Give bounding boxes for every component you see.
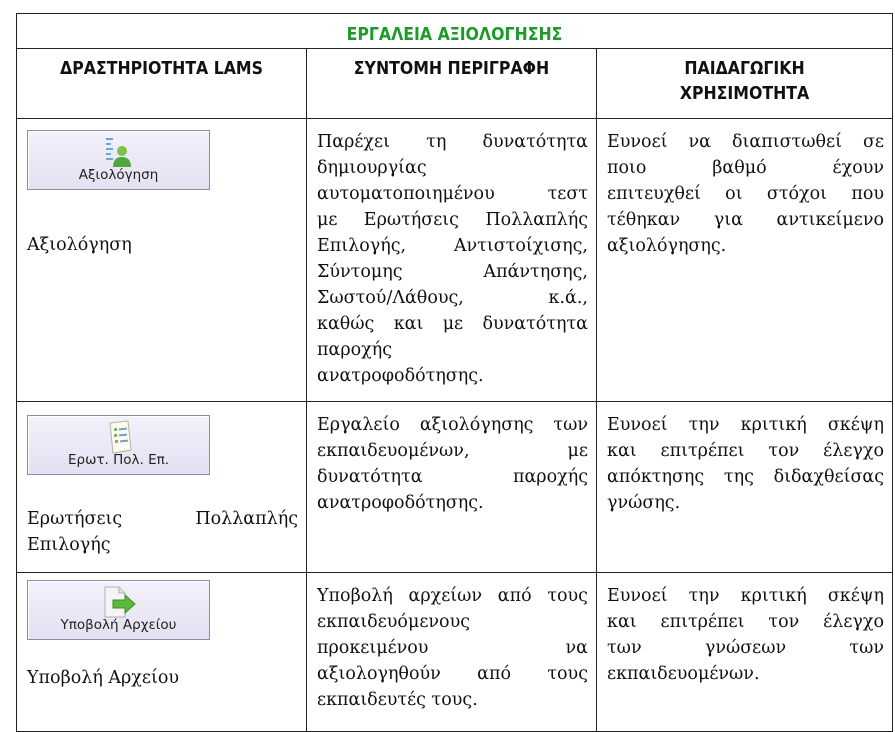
header-pedagogical-line2: ΧΡΗΣΙΜΟΤΗΤΑ <box>679 84 810 104</box>
description-line: προκειμένου να <box>317 638 588 658</box>
description-line: Σύντομης Απάντησης, <box>317 262 588 282</box>
description-line: παροχής <box>317 340 393 360</box>
assessment-tools-table <box>16 13 893 732</box>
description-line: αυτοματοποιημένου τεστ <box>317 184 588 204</box>
pedagogical-line: επιτευχθεί οι στόχοι που <box>607 184 885 204</box>
activity-name: Αξιολόγηση <box>27 235 132 255</box>
table-row <box>17 573 893 732</box>
description-line: δυνατότητα παροχής <box>317 467 588 487</box>
button-label: Ερωτ. Πολ. Επ. <box>67 452 170 468</box>
pedagogical-line: αξιολόγησης. <box>607 236 727 256</box>
activity-cell <box>17 573 307 732</box>
pedagogical-line: ποιο βαθμό έχουν <box>607 158 885 178</box>
assessment-person-icon <box>102 136 136 170</box>
header-activity: ΔΡΑΣΤΗΡΙΟΤΗΤΑ LAMS <box>17 49 307 119</box>
description-line: ανατροφοδότησης. <box>317 366 484 386</box>
description-cell <box>307 573 597 732</box>
pedagogical-cell <box>597 119 893 402</box>
file-upload-icon <box>99 585 139 619</box>
description-line: αξιολογηθούν από τους <box>317 664 588 684</box>
assessment-activity-button[interactable] <box>27 130 210 190</box>
pedagogical-line: εκπαιδευομένων. <box>607 664 760 684</box>
table-title: ΕΡΓΑΛΕΙΑ ΑΞΙΟΛΟΓΗΣΗΣ <box>17 14 893 49</box>
description-cell <box>307 119 597 402</box>
header-pedagogical-line1: ΠΑΙΔΑΓΩΓΙΚΗ <box>684 59 805 79</box>
checklist-icon <box>103 420 135 454</box>
description-line: Σωστού/Λάθους, κ.ά., <box>317 288 588 308</box>
multiple-choice-activity-button[interactable] <box>27 415 210 475</box>
description-line: Υποβολή αρχείων από τους <box>317 586 588 606</box>
pedagogical-line: των γνώσεων των <box>607 638 885 658</box>
header-pedagogical <box>597 49 893 119</box>
button-label: Υποβολή Αρχείου <box>60 617 177 633</box>
pedagogical-line: και επιτρέπει τον έλεγχο <box>607 441 885 461</box>
pedagogical-line: γνώσης. <box>607 493 681 513</box>
header-description: ΣΥΝΤΟΜΗ ΠΕΡΙΓΡΑΦΗ <box>307 49 597 119</box>
pedagogical-line: Ευνοεί την κριτική σκέψη <box>607 586 885 606</box>
pedagogical-cell <box>597 402 893 573</box>
description-line: εκπαιδευτές τους. <box>317 690 478 710</box>
description-line: με Ερωτήσεις Πολλαπλής <box>317 210 588 230</box>
description-line: εκπαιδευομένων, με <box>317 441 588 461</box>
description-line: καθώς και με δυνατότητα <box>317 314 588 334</box>
pedagogical-line: Ευνοεί να διαπιστωθεί σε <box>607 132 885 152</box>
table-row <box>17 402 893 573</box>
activity-cell <box>17 402 307 573</box>
activity-name <box>27 506 298 558</box>
description-line: Επιλογής, Αντιστοίχισης, <box>317 236 588 256</box>
activity-cell <box>17 119 307 402</box>
pedagogical-line: Ευνοεί την κριτική σκέψη <box>607 415 885 435</box>
pedagogical-line: και επιτρέπει τον έλεγχο <box>607 612 885 632</box>
button-label: Αξιολόγηση <box>78 167 159 183</box>
pedagogical-cell <box>597 573 893 732</box>
description-cell <box>307 402 597 573</box>
description-line: εκπαιδευόμενους <box>317 612 471 632</box>
table-row <box>17 119 893 402</box>
pedagogical-line: τέθηκαν για αντικείμενο <box>607 210 885 230</box>
description-line: ανατροφοδότησης. <box>317 493 484 513</box>
description-line: Εργαλείο αξιολόγησης των <box>317 415 588 435</box>
description-line: Παρέχει τη δυνατότητα <box>317 132 588 152</box>
file-upload-activity-button[interactable] <box>27 580 210 640</box>
description-line: δημιουργίας <box>317 158 427 178</box>
activity-name-line: Επιλογής <box>27 535 111 555</box>
pedagogical-line: απόκτησης της διδαχθείσας <box>607 467 885 487</box>
activity-name: Υποβολή Αρχείου <box>27 668 180 688</box>
activity-name-line: Ερωτήσεις Πολλαπλής <box>27 509 298 529</box>
